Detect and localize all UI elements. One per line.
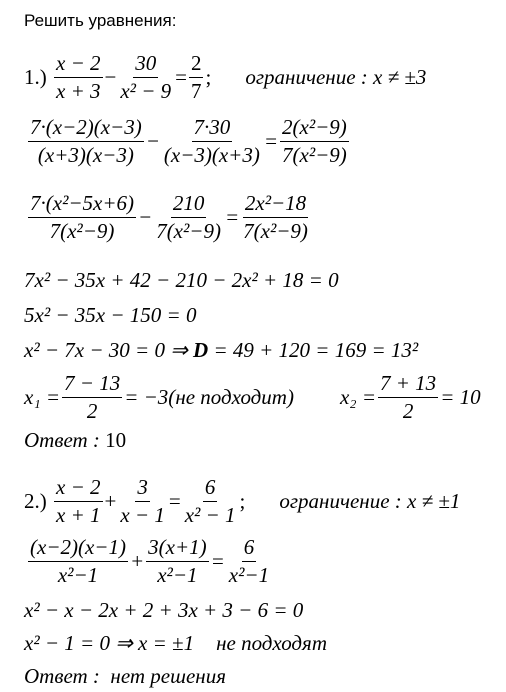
constraint-label: ограничение : [245,65,368,90]
problem-1-step-1: $\frac{7\cdot(x-2)(x-3)}{(x+3)(x-3)}$ − $\frac{7\cdot 30}{(x-3)(x+3)}$ = $\frac{\text{2(x²−9)}}{\text{7(x²−9)}}$ [30,115,347,168]
fraction: $\frac{7 + 13}{2}$ [380,371,437,424]
problem-1-line-4: 5x² − 35x − 150 = 0 [24,303,197,327]
fraction: $\frac{30}{\text{x² − 9}}$ [120,51,172,104]
constraint-expr: x ≠ ±3 [373,65,427,90]
problem-1-equation: 1.) $\frac{x - 2}{x + 3}$ − $\frac{30}{\text{x² − 9}}$ = $\frac{2}{7}$ ; ограничение : x ≠ ±3 [24,51,427,104]
constraint-expr: x ≠ ±1 [407,489,461,514]
problem-2-equation: 2.) $\frac{x - 2}{x + 1}$ + $\frac{3}{x - 1}$ = $\frac{6}{\text{x² − 1}}$ ; ограничение : x ≠ ±1 [24,475,461,528]
fraction: $\frac{2}{7}$ [190,51,202,104]
fraction: $\frac{\text{7·(x²−5x+6)}}{\text{7(x²−9)}}$ [30,191,135,244]
fraction: $\frac{210}{\text{7(x²−9)}}$ [156,191,221,244]
x1-label: x₁ = [24,385,61,410]
page-heading: Решить уравнения: [24,11,177,30]
problem-2-line-3: x² − x − 2x + 2 + 3x + 3 − 6 = 0 [24,598,304,622]
fraction: $\frac{(x-2)(x-1)}{\text{x²−1}}$ [30,535,126,588]
problem-1-step-2: $\frac{\text{7·(x²−5x+6)}}{\text{7(x²−9)}}$ − $\frac{210}{\text{7(x²−9)}}$ = $\frac{\text{2x²−18}}{\text{7(x²−9)}}$ [30,191,308,244]
fraction: $\frac{7\cdot 30}{(x-3)(x+3)}$ [163,115,260,168]
problem-1-line-3: 7x² − 35x + 42 − 210 − 2x² + 18 = 0 [24,268,339,292]
fraction: $\frac{6}{\text{x² − 1}}$ [184,475,236,528]
x2-label: x₂ = [339,385,377,410]
problem-2-line-4: x² − 1 = 0 ⇒ x = ±1 не подходят [24,631,327,655]
problem-2-note: не подходят [216,631,327,655]
constraint-label: ограничение : [279,489,402,514]
fraction: $\frac{\text{2x²−18}}{\text{7(x²−9)}}$ [243,191,308,244]
fraction: $\frac{3(x+1)}{\text{x²−1}}$ [148,535,207,588]
problem-1-answer: Ответ : 10 [24,428,127,452]
problem-1-roots: x₁ = $\frac{7 - 13}{2}$ = −3( не подходит ) x₂ = $\frac{7 + 13}{2}$ = 10 [24,371,481,424]
fraction: $\frac{\text{2(x²−9)}}{\text{7(x²−9)}}$ [282,115,347,168]
fraction: $\frac{6}{\text{x²−1}}$ [228,535,270,588]
fraction: $\frac{3}{x - 1}$ [120,475,165,528]
fraction: $\frac{7 - 13}{2}$ [64,371,121,424]
x1-note: не подходит [175,385,287,410]
fraction: $\frac{x - 2}{x + 3}$ [56,51,101,104]
problem-1-number: 1.) [24,65,47,90]
fraction: $\frac{x - 2}{x + 1}$ [56,475,101,528]
problem-2-number: 2.) [24,489,47,514]
fraction: $\frac{7\cdot(x-2)(x-3)}{(x+3)(x-3)}$ [30,115,142,168]
problem-2-answer: Ответ : нет решения [24,664,226,688]
problem-1-discriminant: x² − 7x − 30 = 0 ⇒ D = 49 + 120 = 169 = 13² [24,338,419,362]
problem-2-step-1: $\frac{(x-2)(x-1)}{\text{x²−1}}$ + $\frac{3(x+1)}{\text{x²−1}}$ = $\frac{6}{\text{x²−1}}$ [30,535,270,588]
